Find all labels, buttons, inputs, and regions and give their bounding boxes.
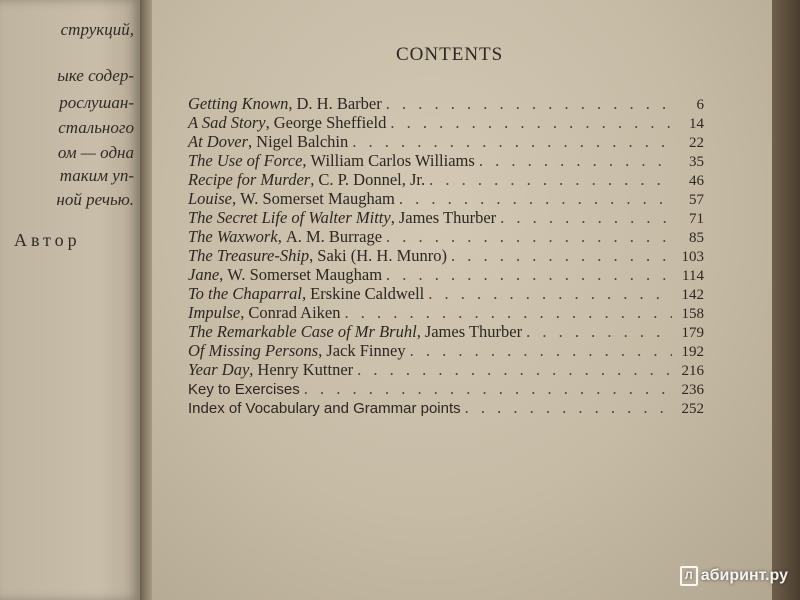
title-separator: , <box>277 227 282 246</box>
page-number: 6 <box>696 97 704 113</box>
page-number: 236 <box>681 382 704 398</box>
leader-dots <box>428 284 672 304</box>
toc-entry <box>188 246 704 265</box>
toc-entry <box>188 170 704 189</box>
toc-entry <box>188 398 704 417</box>
watermark-text: абиринт.ру <box>700 567 788 584</box>
story-author: Conrad Aiken <box>248 303 341 322</box>
toc-entry <box>188 113 704 132</box>
toc-entry <box>188 208 704 227</box>
story-author: James Thurber <box>398 208 497 227</box>
leader-dots <box>465 398 672 418</box>
title-separator: , <box>302 151 307 170</box>
story-title: Year Day <box>188 360 250 379</box>
title-separator: , <box>248 132 253 151</box>
toc-entry <box>188 341 704 360</box>
story-author: W. Somerset Maugham <box>227 265 383 284</box>
page-number: 22 <box>689 135 704 151</box>
story-author: Saki (H. H. Munro) <box>317 246 447 265</box>
story-author: William Carlos Williams <box>310 151 475 170</box>
left-page-line: ом — одна <box>57 143 134 162</box>
leader-dots <box>479 151 672 171</box>
left-page-line: рослушан- <box>59 93 134 112</box>
page-number: 192 <box>681 344 704 360</box>
title-separator: , <box>240 303 245 322</box>
title-separator: , <box>232 189 237 208</box>
leader-dots <box>500 208 672 228</box>
story-title: The Treasure-Ship <box>188 246 310 265</box>
title-separator: , <box>390 208 395 227</box>
story-author: Erskine Caldwell <box>310 284 425 303</box>
toc-entry <box>188 132 704 151</box>
story-title: The Use of Force <box>188 151 303 170</box>
leader-dots <box>357 360 672 380</box>
toc-entry <box>188 284 704 303</box>
leader-dots <box>345 303 673 323</box>
toc-entry <box>188 265 704 284</box>
title-separator: , <box>416 322 421 341</box>
story-author: James Thurber <box>424 322 523 341</box>
leader-dots <box>451 246 672 266</box>
page-number: 252 <box>681 401 704 417</box>
leader-dots <box>386 94 672 114</box>
toc-entry <box>188 379 704 398</box>
leader-dots <box>352 132 672 152</box>
contents-list <box>188 94 704 417</box>
left-page-line: ыке содер- <box>57 66 134 85</box>
story-author: Jack Finney <box>326 341 406 360</box>
title-separator: , <box>310 170 315 189</box>
toc-entry <box>188 189 704 208</box>
contents-heading: CONTENTS <box>396 44 504 65</box>
story-title: Of Missing Persons <box>188 341 319 360</box>
story-title: Getting Known <box>188 94 289 113</box>
story-title: The Secret Life of Walter Mitty <box>188 208 391 227</box>
left-page-line: таким уп- <box>59 166 134 185</box>
toc-entry <box>188 94 704 113</box>
story-author: C. P. Donnel, Jr. <box>318 170 426 189</box>
story-title: The Waxwork <box>188 227 278 246</box>
page-number: 71 <box>689 211 704 227</box>
page-number: 14 <box>689 116 704 132</box>
story-title: A Sad Story <box>188 113 266 132</box>
leader-dots <box>410 341 672 361</box>
page-number: 103 <box>681 249 704 265</box>
labirint-watermark <box>680 566 788 586</box>
story-author: Nigel Balchin <box>256 132 349 151</box>
story-author: W. Somerset Maugham <box>240 189 395 208</box>
page-number: 158 <box>681 306 704 322</box>
title-separator: , <box>309 246 314 265</box>
title-separator: , <box>288 94 293 113</box>
left-page-line: струкций, <box>60 20 134 39</box>
left-page-author: Автор <box>14 230 81 250</box>
page-number: 142 <box>681 287 704 303</box>
story-title: The Remarkable Case of Mr Bruhl <box>188 322 417 341</box>
labirint-logo-icon: Л <box>680 566 698 586</box>
page-number: 85 <box>689 230 704 246</box>
leader-dots <box>304 379 672 399</box>
title-separator: , <box>302 284 307 303</box>
story-title: Impulse <box>188 303 241 322</box>
page-number: 179 <box>681 325 704 341</box>
leader-dots <box>526 322 672 342</box>
page-number: 114 <box>682 268 704 284</box>
leader-dots <box>399 189 672 209</box>
title-separator: , <box>249 360 254 379</box>
leader-dots <box>386 227 672 247</box>
toc-entry <box>188 227 704 246</box>
page-edge-shadow <box>772 0 800 600</box>
leader-dots <box>386 265 672 285</box>
left-page <box>0 0 140 600</box>
section-title: Index of Vocabulary and Grammar points <box>188 400 461 417</box>
story-title: Louise <box>188 189 233 208</box>
story-author: A. M. Burrage <box>285 227 383 246</box>
story-author: George Sheffield <box>273 113 387 132</box>
page-number: 35 <box>689 154 704 170</box>
toc-entry <box>188 322 704 341</box>
page-number: 216 <box>681 363 704 379</box>
section-title: Key to Exercises <box>188 381 300 398</box>
story-title: At Dover <box>188 132 249 151</box>
toc-entry <box>188 151 704 170</box>
left-page-line: стального <box>58 118 134 137</box>
story-title: Jane <box>188 265 220 284</box>
title-separator: , <box>318 341 323 360</box>
left-page-line: ной речью. <box>56 190 134 209</box>
toc-entry <box>188 303 704 322</box>
title-separator: , <box>219 265 224 284</box>
title-separator: , <box>265 113 270 132</box>
page-number: 57 <box>689 192 704 208</box>
page-number: 46 <box>689 173 704 189</box>
book-gutter <box>140 0 152 600</box>
story-title: Recipe for Murder <box>188 170 311 189</box>
story-title: To the Chaparral <box>188 284 303 303</box>
leader-dots <box>429 170 672 190</box>
story-author: Henry Kuttner <box>257 360 354 379</box>
story-author: D. H. Barber <box>296 94 382 113</box>
leader-dots <box>390 113 672 133</box>
toc-entry <box>188 360 704 379</box>
